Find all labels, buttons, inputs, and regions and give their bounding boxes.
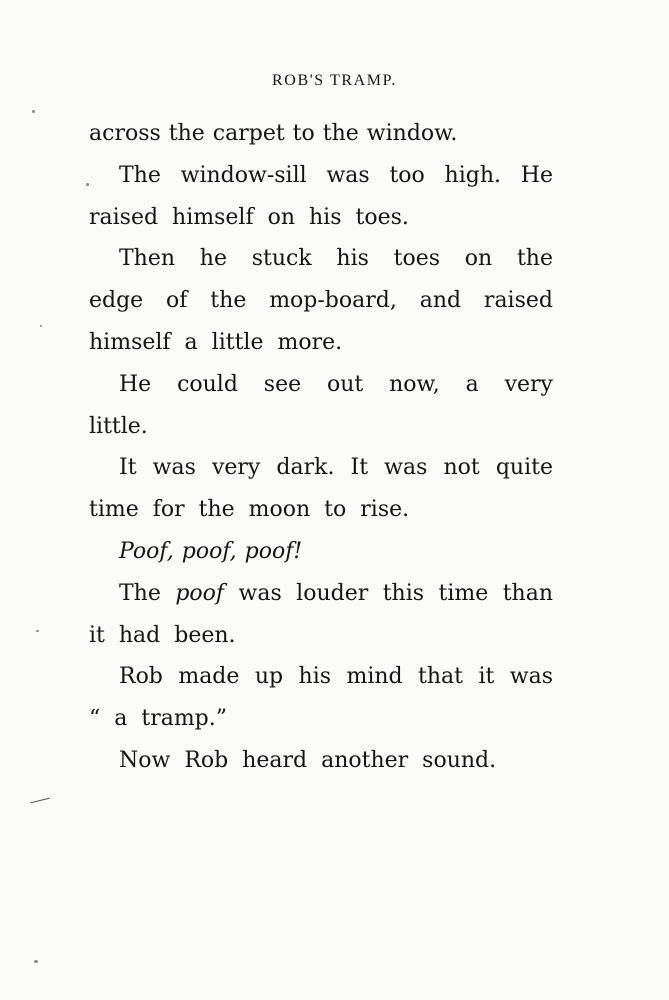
paragraph-1: across the carpet to the window. [89, 121, 458, 146]
paragraph-2: The window-sill was too high. He raised himself on his toes. [89, 162, 553, 230]
running-header: ROB'S TRAMP. [272, 72, 397, 89]
scan-speck [86, 183, 89, 186]
paragraph-5: It was very dark. It was not quite time for the moon to rise. [89, 455, 553, 523]
scan-speck [40, 325, 42, 327]
paragraph-7-end: was louder this time than it had been. [89, 580, 553, 648]
paragraph-8: Rob made up his mind that it was “ a tramp.” [89, 664, 553, 732]
paragraph-7 [89, 573, 553, 657]
paragraph-7-italic-word: poof [175, 580, 225, 606]
scan-mark [30, 798, 50, 804]
paragraph-9: Now Rob heard another sound. [119, 747, 497, 773]
paragraph-6-exclamation: Poof, poof, poof! [119, 538, 303, 564]
scan-speck [34, 960, 38, 963]
scan-speck [32, 110, 35, 113]
scan-speck [36, 630, 39, 632]
body-text [89, 113, 553, 782]
paragraph-4: He could see out now, a very little. [89, 371, 553, 439]
paragraph-7-start: The [119, 580, 176, 606]
paragraph-3: Then he stuck his toes on the edge of the mop-board, and raised himself a little more. [89, 246, 553, 355]
